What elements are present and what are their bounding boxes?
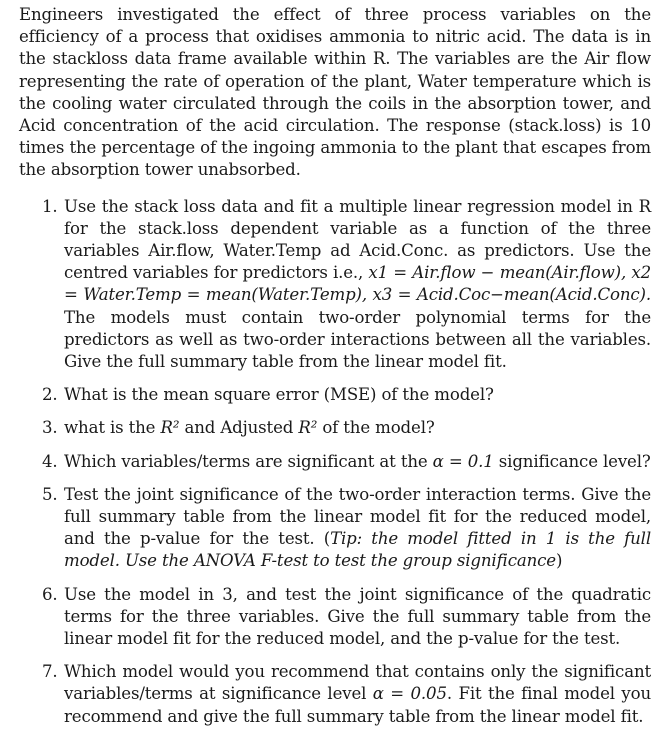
question-3 bbox=[19, 417, 651, 439]
question-number: 1. bbox=[42, 196, 58, 216]
question-7 bbox=[19, 661, 651, 728]
question-text: What is the mean square error (MSE) of the model? bbox=[64, 385, 494, 405]
question-number: 7. bbox=[42, 662, 58, 682]
question-number: 4. bbox=[42, 451, 58, 471]
question-list bbox=[19, 196, 651, 728]
question-1 bbox=[19, 196, 651, 374]
question-number: 2. bbox=[42, 385, 58, 405]
adjusted-r-squared-symbol: R² bbox=[298, 418, 318, 438]
centred-variables-formula: x1 = Air.flow − mean(Air.flow), x2 = Water.Temp = mean(Water.Temp), x3 = Acid.Coc−mean(Acid.Conc). bbox=[64, 263, 651, 305]
question-text: and Adjusted bbox=[179, 418, 299, 438]
question-number: 6. bbox=[42, 584, 58, 604]
question-text: Which variables/terms are significant at the bbox=[64, 451, 433, 471]
alpha-level: α = 0.1 bbox=[432, 451, 494, 471]
question-text: Use the model in 3, and test the joint significance of the quadratic terms for the three variables. Give the full summary table from the linear model fit for the reduced model, and the p-value for the test. bbox=[64, 584, 651, 649]
question-text: Which model would you recommend that contains only the significant variables/terms at significance level bbox=[64, 662, 651, 704]
question-text: what is the bbox=[64, 418, 161, 438]
question-text: of the model? bbox=[317, 418, 435, 438]
r-squared-symbol: R² bbox=[160, 418, 180, 438]
question-number: 5. bbox=[42, 484, 58, 504]
question-5 bbox=[19, 484, 651, 573]
question-text: . Fit the final model you recommend and give the full summary table from the linear model fit. bbox=[64, 684, 651, 726]
question-4 bbox=[19, 451, 651, 473]
question-text: Test the joint significance of the two-order interaction terms. Give the full summary table from the linear model fit for the reduced model, and the p-value for the test. ( bbox=[64, 484, 651, 549]
question-text: significance level? bbox=[493, 451, 651, 471]
question-text: ) bbox=[555, 551, 563, 571]
intro-paragraph: Engineers investigated the effect of three process variables on the efficiency of a process that oxidises ammonia to nitric acid. The data is in the stackloss data frame available within R. The variables are the Air flow representing the rate of operation of the plant, Water temperature which is the cooling water circulated through the coils in the absorption tower, and Acid concentration of the acid circulation. The response (stack.loss) is 10 times the percentage of the ingoing ammonia to the plant that escapes from the absorption tower unabsorbed. bbox=[19, 5, 651, 180]
question-2 bbox=[19, 384, 651, 406]
question-text: The models must contain two-order polynomial terms for the predictors as well as two-order interactions between all the variables. Give the full summary table from the linear model fit. bbox=[64, 307, 651, 372]
question-text: Use the stack loss data and fit a multiple linear regression model in R for the stack.loss dependent variable as a function of the three variables Air.flow, Water.Temp ad Acid.Conc. as predictors. Use the centred variables for predictors i.e., bbox=[64, 196, 651, 283]
alpha-level: α = 0.05 bbox=[372, 684, 447, 704]
tip-text: Tip: the model fitted in 1 is the full model. Use the ANOVA F-test to test the group significance bbox=[64, 529, 651, 571]
question-6 bbox=[19, 584, 651, 651]
question-number: 3. bbox=[42, 418, 58, 438]
document-page bbox=[19, 4, 651, 739]
